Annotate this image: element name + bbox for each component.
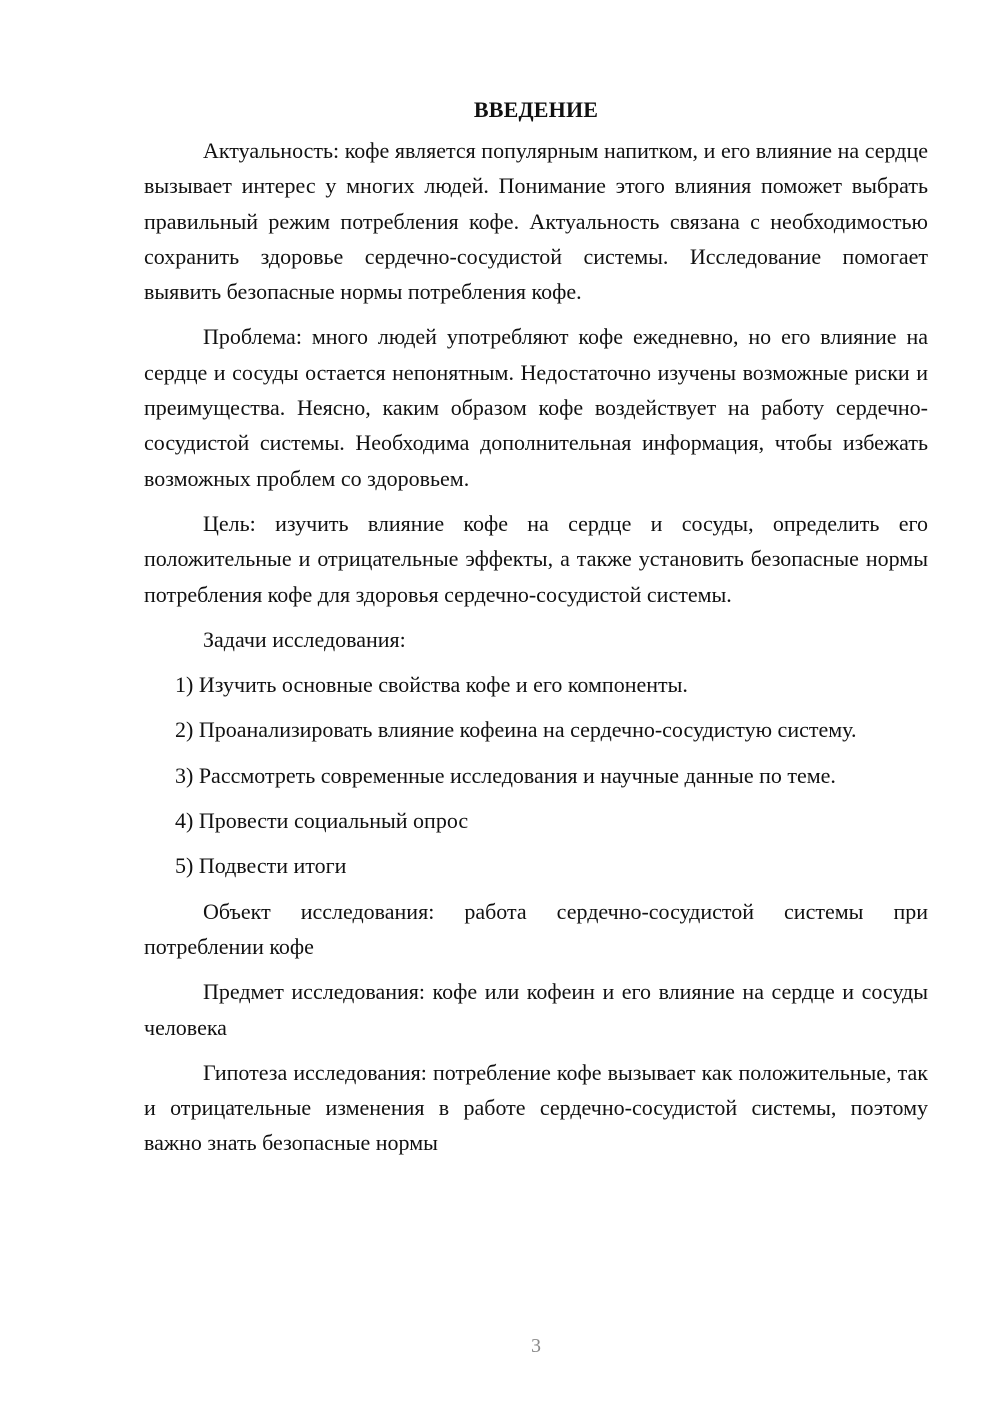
paragraph-relevance: Актуальность: кофе является популярным напитком, и его влияние на сердце вызывает интерес у многих людей. Понимание этого влияния поможет выбрать правильный режим потребления кофе. Актуальность связана с необходимостью сохранить здоровье сердечно-сосудистой системы. Исследование помогает выявить безопасные нормы потребления кофе. xyxy=(144,138,928,305)
page-number: 3 xyxy=(531,1335,541,1357)
paragraph-goal: Цель: изучить влияние кофе на сердце и сосуды, определить его положительные и отрицательные эффекты, а также установить безопасные нормы потребления кофе для здоровья сердечно-сосудистой системы. xyxy=(144,510,928,607)
paragraph-problem: Проблема: много людей употребляют кофе ежедневно, но его влияние на сердце и сосуды остается непонятным. Недостаточно изучены возможные риски и преимущества. Неясно, каким образом кофе воздействует на работу сердечно-сосудистой системы. Необходима дополнительная информация, чтобы избежать возможных проблем со здоровьем. xyxy=(144,324,928,491)
task-item-4: 4) Провести социальный опрос xyxy=(175,808,469,834)
page-content xyxy=(144,92,928,1171)
paragraph-tasks-heading: Задачи исследования: xyxy=(203,626,406,652)
section-title: ВВЕДЕНИЕ xyxy=(473,97,599,122)
task-item-3: 3) Рассмотреть современные исследования и научные данные по теме. xyxy=(175,762,836,788)
task-item-2: 2) Проанализировать влияние кофеина на сердечно-сосудистую систему. xyxy=(175,717,857,743)
paragraph-subject: Предмет исследования: кофе или кофеин и его влияние на сердце и сосуды человека xyxy=(144,979,928,1040)
paragraph-object: Объект исследования: работа сердечно-сосудистой системы при потреблении кофе xyxy=(144,898,928,959)
task-item-5: 5) Подвести итоги xyxy=(175,853,347,879)
paragraph-hypothesis: Гипотеза исследования: потребление кофе вызывает как положительные, так и отрицательные изменения в работе сердечно-сосудистой системы, поэтому важно знать безопасные нормы xyxy=(144,1059,928,1156)
task-item-1: 1) Изучить основные свойства кофе и его компоненты. xyxy=(175,672,688,698)
